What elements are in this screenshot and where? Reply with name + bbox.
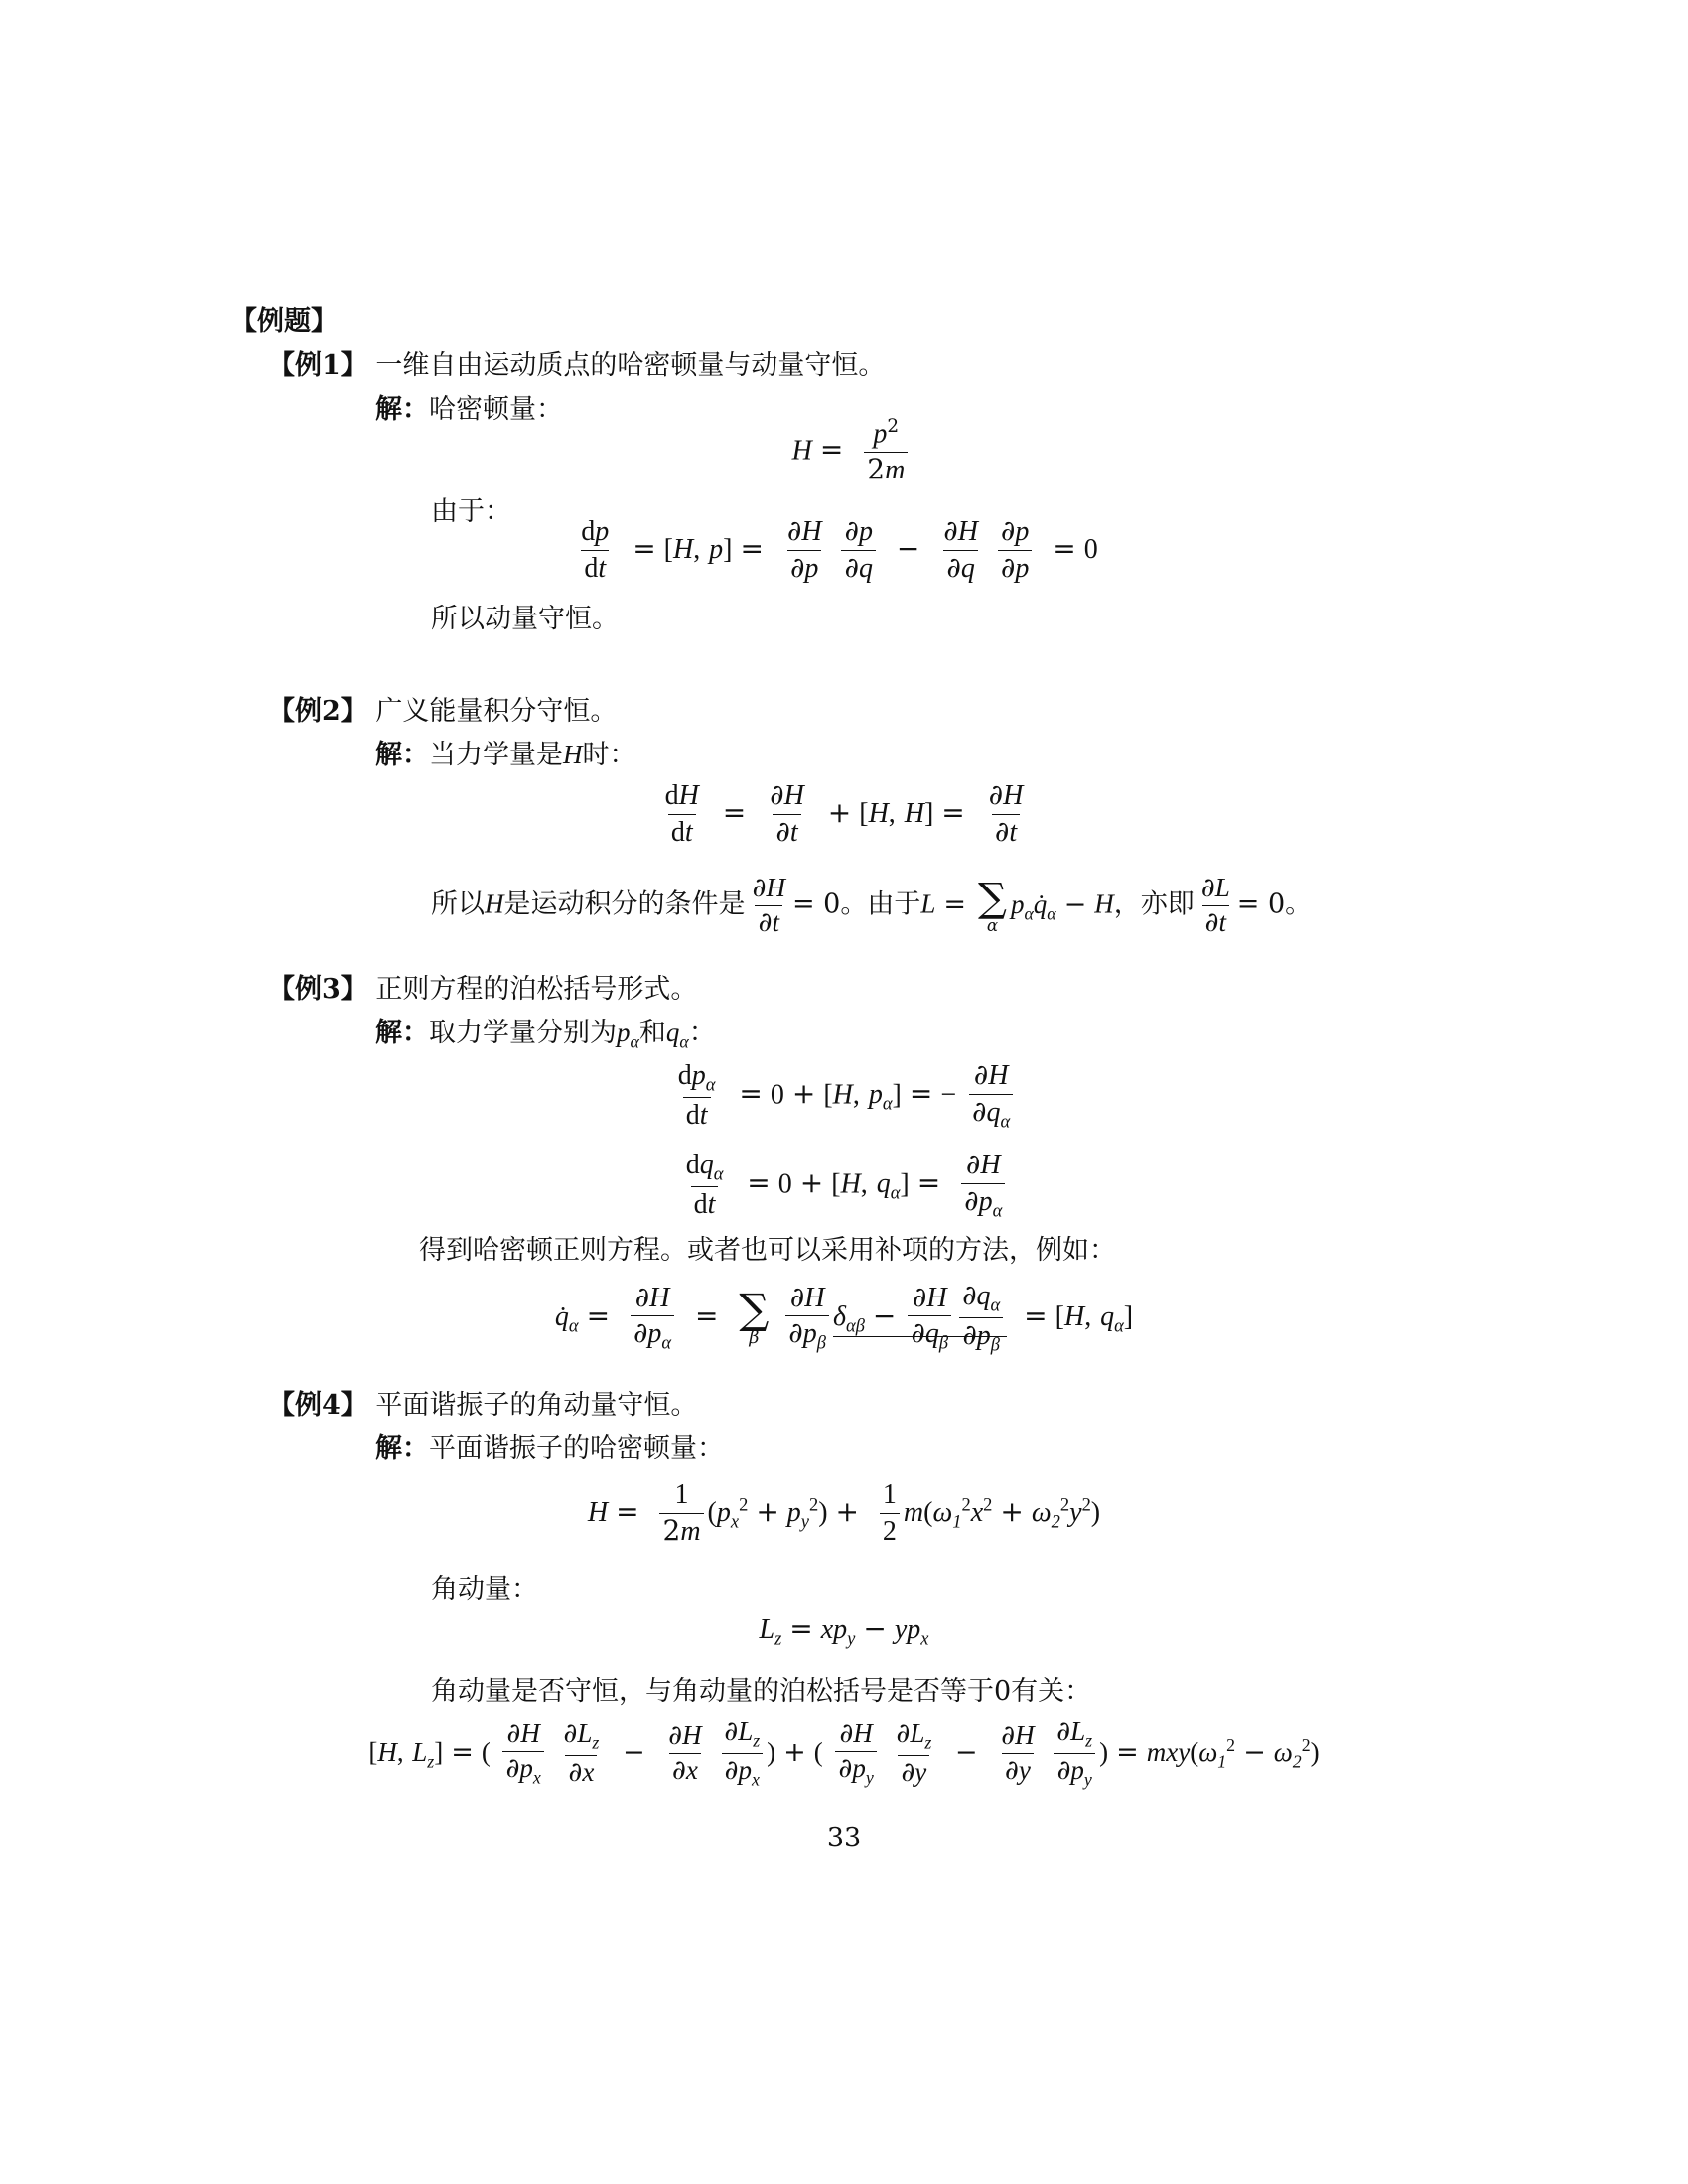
equation-supplementary-term: $q̇_\alpha$ = $\frac{\partial H}{\partial p_\alpha}$ = ∑ β $\frac{\partial H}{\partial p_\beta}$ $\delta_{\alpha\beta}$ − $\frac{\partial H}{\partial q_\beta}$ $\frac{\partial q_\alpha}{\partial p_\beta}$ = [H, $q_\alpha$] — [554, 1279, 1134, 1355]
equation-energy-integral: $\frac{dH}{dt}$ = $\frac{\partial H}{\partial t}$ + [H, H] = $\frac{\partial H}{\partial t}$ — [664, 778, 1024, 848]
equation-poisson-bracket-lz: [H, $L_z$] = ( $\frac{\partial H}{\partial p_x}$ $\frac{\partial L_z}{\partial x}$ − $\frac{\partial H}{\partial x}$ $\frac{\partial L_z}{\partial p_x}$ ) + ( $\frac{\partial H}{\partial p_y}$ $\frac{\partial L_z}{\partial y}$ − $\frac{\partial H}{\partial y}$ $\frac{\partial L_z}{\partial p_y}$ ) = $mxy(\omega_1^2 - \omega_2^2)$ — [368, 1716, 1320, 1790]
example-3-header — [268, 970, 697, 1010]
example-3-label: 【例3】 — [268, 974, 367, 1005]
example-3-title: 正则方程的泊松括号形式。 — [375, 974, 698, 1005]
example-4-label: 【例4】 — [268, 1390, 367, 1421]
equation-canonical-q: $\frac{dq_\alpha}{dt}$ = 0 + [H, $q_\alpha$] = $\frac{\partial H}{\partial p_\alpha}$ — [0, 1150, 1688, 1221]
equation-momentum-conservation: $\frac{dp}{dt}$ = [H, p] = $\frac{\partial H}{\partial p}$ $\frac{\partial p}{\partial q}$ − $\frac{\partial H}{\partial q}$ $\frac{\partial p}{\partial p}$ = 0 — [581, 514, 1098, 584]
equation-angular-momentum: $L_z = xp_y - yp_x$ — [759, 1612, 929, 1649]
equation-oscillator-hamiltonian: H = $\frac{1}{2m}$ $(p_x^2 + p_y^2)$ + $\frac{1}{2}$ $m(\omega_1^2x^2 + \omega_2^2y^2)$ — [587, 1479, 1101, 1547]
solution-text-and: 和 — [638, 1018, 666, 1048]
solution-label: 解： — [375, 740, 429, 770]
solution-label: 解： — [375, 394, 429, 425]
example-1-header — [268, 346, 885, 386]
example-1-label: 【例1】 — [268, 350, 367, 381]
solution-text-b: 时： — [582, 740, 636, 770]
example-2-solution — [375, 735, 636, 775]
example-1-because: 由于： — [431, 496, 511, 527]
example-4-title: 平面谐振子的角动量守恒。 — [375, 1390, 698, 1421]
example-3-solution: 解：取力学量分别为$p_\alpha$和$q_\alpha$： — [375, 1018, 716, 1052]
solution-text-b: ： — [688, 1018, 716, 1048]
underlined-term: $\delta_{\alpha\beta}$ − $\frac{\partial H}{\partial q_\beta}$ $\frac{\partial q_\alpha}{\partial p_\beta}$ — [833, 1299, 1007, 1337]
example-4-header — [268, 1386, 697, 1426]
condition-text-b: 是运动积分的条件是 — [503, 888, 746, 920]
solution-text-a: 取力学量分别为 — [429, 1018, 617, 1048]
example-4-question: 角动量是否守恒，与角动量的泊松括号是否等于0有关： — [431, 1676, 1092, 1706]
example-4-angular-label: 角动量： — [431, 1574, 538, 1605]
condition-text-a: 所以 — [431, 888, 485, 920]
equation-hamiltonian-1: H = $\frac{p^2}{2m}$ — [8, 417, 1688, 486]
solution-text-a: 当力学量是 — [429, 740, 563, 770]
example-1-title: 一维自由运动质点的哈密顿量与动量守恒。 — [375, 350, 886, 381]
solution-label: 解： — [375, 1433, 429, 1464]
example-2-header — [268, 692, 617, 732]
section-heading: 【例题】 — [230, 306, 338, 337]
example-4-solution — [375, 1430, 724, 1469]
example-3-result: 得到哈密顿正则方程。或者也可以采用补项的方法，例如： — [419, 1235, 1116, 1266]
solution-text: 平面谐振子的哈密顿量： — [429, 1433, 724, 1464]
example-2-condition-line: 所以H是运动积分的条件是 $\frac{\partial H}{\partial t}$ = 0。由于L = ∑ α $p_\alpha q̇_\alpha - H$，亦即 $\frac{\partial L}{\partial t}$ = 0。 — [431, 873, 1313, 938]
condition-text-e: = 0。 — [1236, 888, 1313, 920]
solution-text: 哈密顿量： — [429, 394, 563, 425]
example-2-title: 广义能量积分守恒。 — [375, 696, 618, 727]
example-2-label: 【例2】 — [268, 696, 367, 727]
equation-canonical-p: $\frac{dp_\alpha}{dt}$ = 0 + [H, $p_\alpha$] = − $\frac{\partial H}{\partial q_\alpha}$ — [0, 1060, 1688, 1132]
example-1-conclusion: 所以动量守恒。 — [431, 604, 619, 634]
condition-var: H — [485, 888, 504, 919]
solution-label: 解： — [375, 1018, 429, 1048]
page-number: 33 — [826, 1823, 862, 1853]
solution-var: H — [563, 740, 583, 769]
condition-text-d: ，亦即 — [1113, 888, 1195, 920]
condition-text-c: = 0。由于 — [791, 888, 921, 920]
